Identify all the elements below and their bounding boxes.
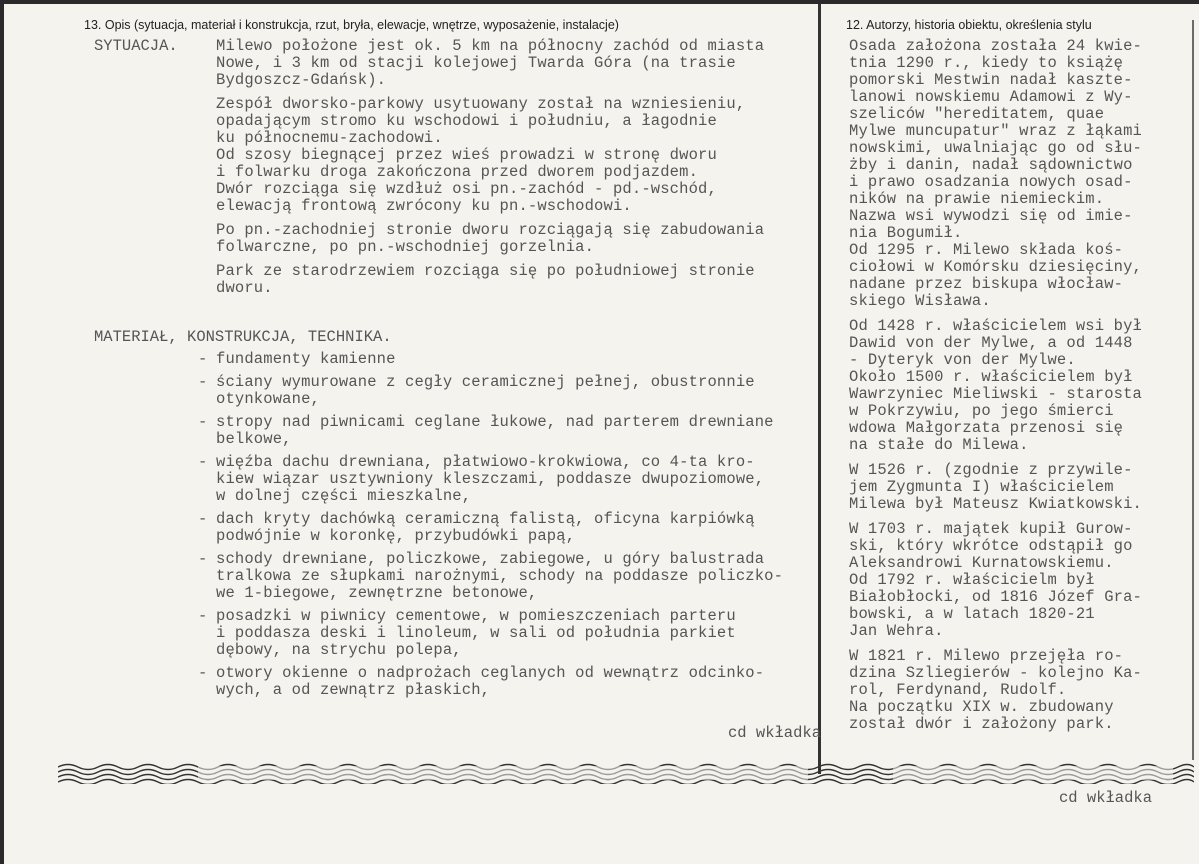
- list-item-text: stropy nad piwnicami ceglane łukowe, nad parterem drewniane belkowe,: [216, 413, 774, 448]
- list-item: [198, 374, 823, 408]
- list-item-text: posadzki w piwnicy cementowe, w pomieszczeniach parteru i poddasza deski i linoleum, w sali od południa parkiet dębowy, na strychu polepa,: [216, 607, 736, 659]
- card-edge-left: [0, 0, 4, 864]
- bullet-dash: -: [198, 664, 208, 682]
- list-item-text: otwory okienne o nadprożach ceglanych od wewnątrz odcinko- wych, a od zewnątrz płaskich,: [216, 664, 765, 699]
- list-item: [198, 351, 823, 368]
- list-item: [198, 665, 823, 699]
- bullet-dash: -: [198, 413, 208, 431]
- list-item-text: więźba dachu drewniana, płatwiowo-krokwiowa, co 4-ta kro- kiew wiązar usztywniony kleszczami, poddasze dwupoziomowe, w dolnej części mieszkalne,: [216, 453, 765, 505]
- history-paragraph: W 1703 r. majątek kupił Gurow- ski, który wkrótce odstąpił go Aleksandrowi Kurnatowskiemu. Od 1792 r. właścicielm był Białobłocki, od 1816 Józef Gra- bowski, a w latach 1820-21 Jan Wehra.: [849, 520, 1142, 640]
- history-paragraph: Od 1428 r. właścicielem wsi był Dawid von der Mylwe, a od 1448 - Dyteryk von der Mylwe. Około 1500 r. właścicielem był Wawrzyniec Mieliwski - starosta w Pokrzywiu, po jego śmierci wdowa Małgorzata przenosi się na stałe do Milewa.: [849, 317, 1142, 454]
- situation-paragraph: Zespół dworsko-parkowy usytuowany został na wzniesieniu, opadającym stromo ku wschodowi i południu, a łagodnie ku północnemu-zachodowi. Od szosy biegnącej przez wieś prowadzi w stronę dworu i folwarku droga zakończona przed dworem podjazdem. Dwór rozciąga się wzdłuż osi pn.-zachód - pd.-wschód, elewacją frontową zwrócony ku pn.-wschodowi.: [216, 95, 746, 215]
- description-header: 13. Opis (sytuacja, materiał i konstrukcja, rzut, bryła, elewacje, wnętrze, wyposażenie, instalacje): [84, 18, 619, 32]
- list-item-text: schody drewniane, policzkowe, zabiegowe, u góry balustrada tralkowa ze słupkami narożnymi, schody na poddasze policzko- we 1-biegowe, zewnętrzne betonowe,: [216, 550, 784, 602]
- situation-paragraph: Po pn.-zachodniej stronie dworu rozciągają się zabudowania folwarczne, po pn.-wschodniej gorzelnia.: [216, 221, 765, 256]
- bullet-dash: -: [198, 607, 208, 625]
- perforation-wave-border: [58, 762, 1194, 784]
- history-paragraph: W 1821 r. Milewo przejęła ro- dzina Szliegierów - kolejno Ka- rol, Ferdynand, Rudolf. Na początku XIX w. zbudowany został dwór i założony park.: [849, 647, 1142, 733]
- list-item: [198, 414, 823, 448]
- history-paragraph: Osada założona została 24 kwie- tnia 1290 r., kiedy to książę pomorski Mestwin nadał kaszte- lanowi nowskiemu Adamowi z Wy- szeliców "hereditatem, quae Mylwe muncupatur" wraz z łąkami nowskimi, uwalniając go od słu- żby i danin, nadał sądownictwo i prawo osadzania nowych osad- ników na prawie niemieckim. Nazwa wsi wywodzi się od imie- nia Bogumił. Od 1295 r. Milewo składa koś- ciołowi w Komórsku dziesięciny, nadane przez biskupa włocław- skiego Wisława.: [849, 37, 1142, 310]
- list-item-text: dach kryty dachówką ceramiczną falistą, oficyna karpiówką podwójnie w koronkę, przybudówki papą,: [216, 510, 755, 545]
- card-edge-top: [0, 0, 1199, 4]
- bullet-dash: -: [198, 550, 208, 568]
- bullet-dash: -: [198, 350, 208, 368]
- bullet-dash: -: [198, 373, 208, 391]
- history-header: 12. Autorzy, historia obiektu, określenia stylu: [846, 18, 1092, 32]
- materials-list: [198, 351, 823, 705]
- situation-text: [216, 38, 816, 304]
- materials-heading: MATERIAŁ, KONSTRUKCJA, TECHNIKA.: [94, 328, 392, 346]
- situation-paragraph: Park ze starodrzewiem rozciąga się po południowej stronie dworu.: [216, 262, 755, 297]
- list-item-text: ściany wymurowane z cegły ceramicznej pełnej, obustronnie otynkowane,: [216, 373, 755, 408]
- list-item: [198, 511, 823, 545]
- list-item-text: fundamenty kamienne: [216, 350, 396, 368]
- continued-note-bottom: cd wkładka: [1059, 789, 1153, 807]
- list-item: [198, 454, 823, 505]
- list-item: [198, 608, 823, 659]
- continued-note-left: cd wkładka: [728, 724, 822, 742]
- history-paragraph: W 1526 r. (zgodnie z przywile- jem Zygmunta I) właścicielem Milewa był Mateusz Kwiatkowski.: [849, 461, 1142, 513]
- situation-label: SYTUACJA.: [94, 37, 178, 55]
- list-item: [198, 551, 823, 602]
- bullet-dash: -: [198, 453, 208, 471]
- card-edge-right: [1192, 20, 1194, 760]
- history-text: [849, 38, 1189, 741]
- bullet-dash: -: [198, 510, 208, 528]
- situation-paragraph: Milewo położone jest ok. 5 km na północny zachód od miasta Nowe, i 3 km od stacji kolejowej Twarda Góra (na trasie Bydgoszcz-Gdańsk).: [216, 37, 765, 89]
